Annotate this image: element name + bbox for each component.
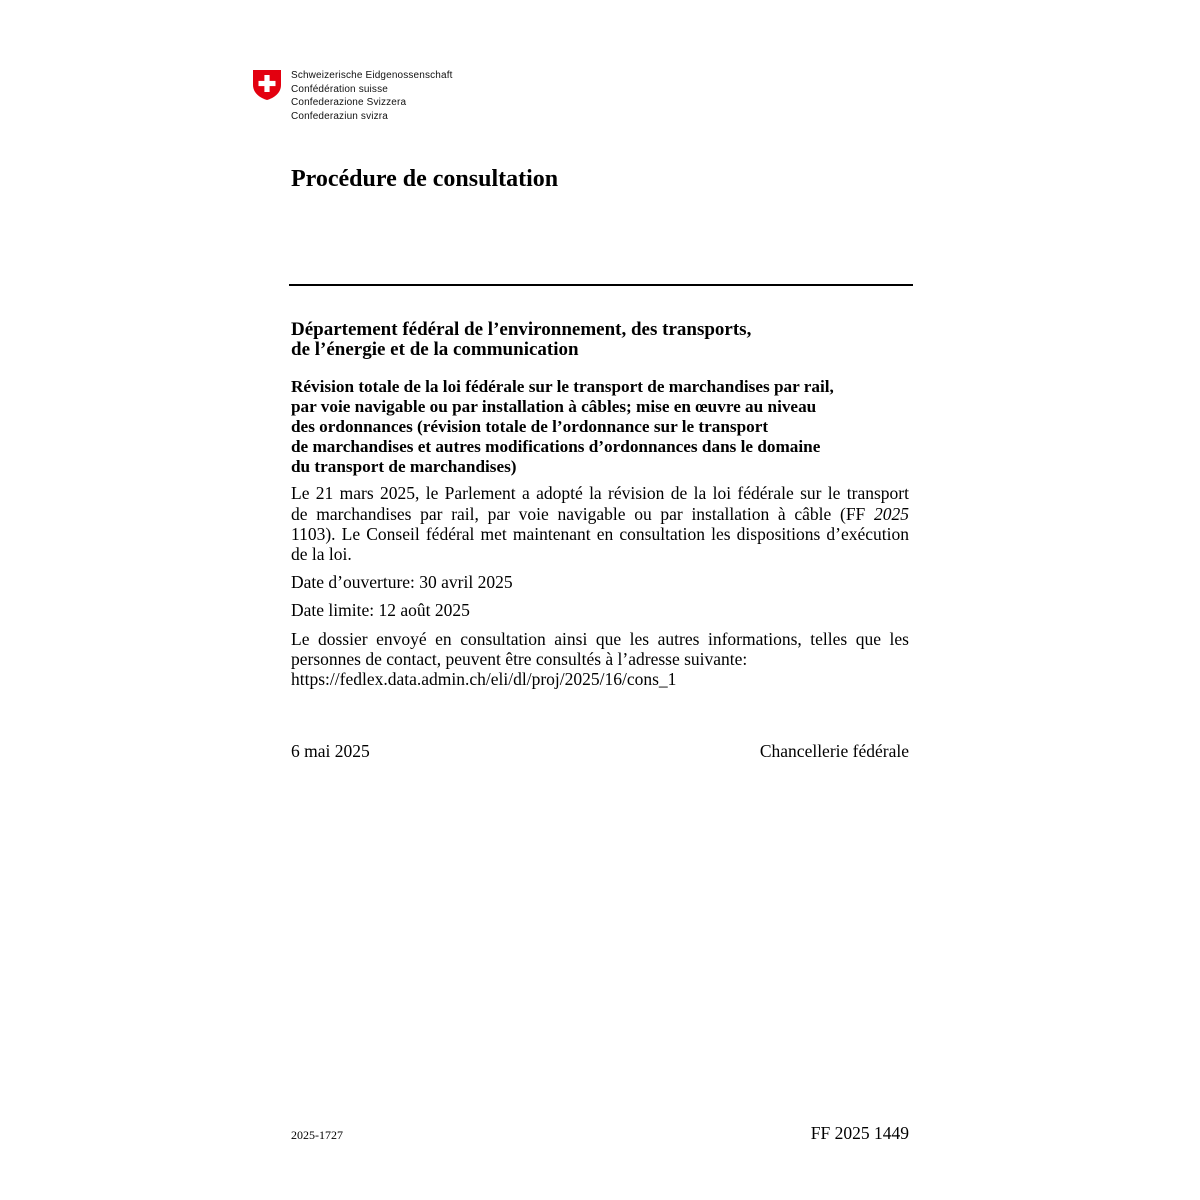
confederation-name-rm: Confederaziun svizra: [291, 111, 388, 123]
subject-line: de marchandises et autres modifications d’ordonnances dans le domaine: [291, 437, 821, 457]
dossier-line: personnes de contact, peuvent être consultés à l’adresse suivante:: [291, 648, 748, 669]
confederation-name-fr: Confédération suisse: [291, 83, 388, 95]
footer-reference: 2025-1727: [291, 1128, 343, 1142]
opening-date: Date d’ouverture: 30 avril 2025: [291, 572, 513, 593]
dossier-url[interactable]: https://fedlex.data.admin.ch/eli/dl/proj/2025/16/cons_1: [291, 669, 677, 690]
confederation-name-it: Confederazione Svizzera: [291, 97, 407, 109]
dossier-paragraph: [291, 629, 909, 690]
department-heading: [291, 320, 909, 360]
intro-line: [291, 504, 909, 524]
page-title: Procédure de consultation: [291, 166, 559, 192]
deadline-date: Date limite: 12 août 2025: [291, 600, 470, 621]
confederation-name-de: Schweizerische Eidgenossenschaft: [291, 70, 453, 81]
swiss-cross-shield-icon: [252, 69, 282, 101]
subject-heading: [291, 377, 909, 477]
subject-line: des ordonnances (révision totale de l’ordonnance sur le transport: [291, 417, 769, 437]
ff-year: 2025: [874, 503, 909, 524]
intro-line: de la loi.: [291, 544, 352, 565]
department-line: de l’énergie et de la communication: [291, 339, 579, 360]
signature-date: 6 mai 2025: [291, 741, 370, 761]
dossier-line: Le dossier envoyé en consultation ainsi que les autres informations, telles que les: [291, 628, 909, 649]
subject-line: du transport de marchandises): [291, 457, 517, 477]
document-body: [291, 320, 909, 689]
header-logo: [252, 69, 453, 124]
signature-authority: Chancellerie fédérale: [759, 741, 909, 761]
department-line: Département fédéral de l’environnement, des transports,: [291, 319, 752, 340]
intro-paragraph: [291, 483, 909, 564]
confederation-names: [291, 69, 453, 124]
subject-line: Révision totale de la loi fédérale sur le transport de marchandises par rail,: [291, 377, 834, 396]
intro-line: 1103). Le Conseil fédéral met maintenant en consultation les dispositions d’exécution: [291, 523, 909, 544]
intro-text: de marchandises par rail, par voie navigable ou par installation à câble (FF: [291, 503, 874, 524]
intro-line: Le 21 mars 2025, le Parlement a adopté la révision de la loi fédérale sur le transport: [291, 483, 909, 504]
subject-line: par voie navigable ou par installation à câbles; mise en œuvre au niveau: [291, 397, 817, 417]
signature-row: [291, 741, 909, 761]
footer-ff-citation: FF 2025 1449: [810, 1123, 909, 1143]
horizontal-divider: [289, 284, 913, 286]
